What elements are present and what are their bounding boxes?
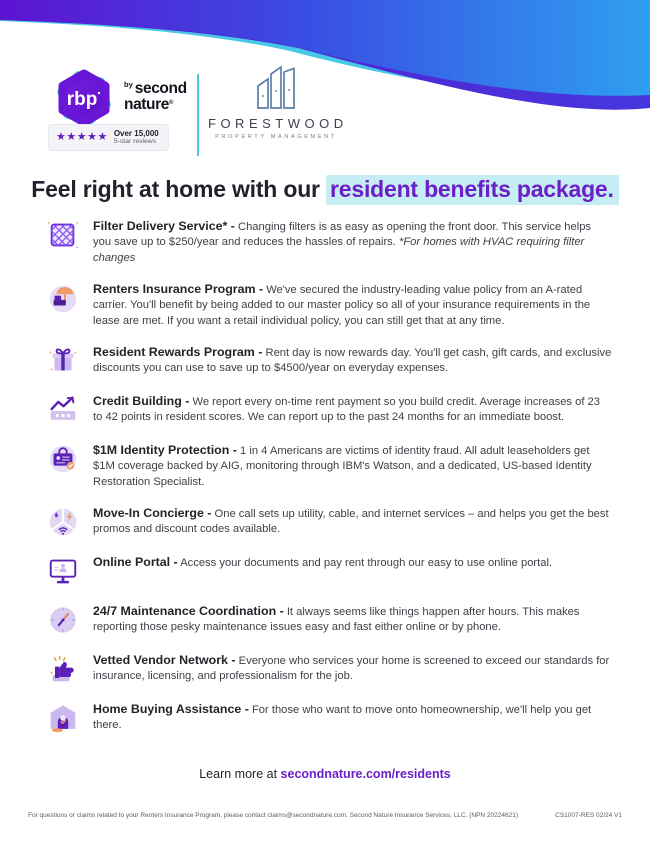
brand-word-nature: nature® <box>124 96 174 113</box>
learn-more-line <box>0 767 650 781</box>
benefit-text <box>93 218 612 266</box>
learn-more-link[interactable]: secondnature.com/residents <box>280 767 451 781</box>
fine-print-row <box>28 812 622 819</box>
second-nature-wordmark <box>124 78 187 112</box>
reviews-label: 5-star reviews <box>113 138 157 145</box>
benefit-item-home-buying <box>46 701 612 735</box>
gift-icon <box>46 344 80 378</box>
benefit-item-filter-delivery <box>46 218 612 266</box>
rbp-logo-icon <box>50 64 118 132</box>
benefit-item-move-in-concierge <box>46 505 612 539</box>
benefit-title: Renters Insurance Program - <box>93 282 264 297</box>
forestwood-buildings-icon <box>245 62 307 114</box>
five-stars-icon: ★★★★★ <box>56 131 108 143</box>
benefit-text <box>93 554 552 571</box>
brand-word-second: second <box>134 80 187 97</box>
svg-text:rbp: rbp <box>66 89 98 110</box>
benefit-body: We've secured the industry-leading value policy from an A-rated carrier. You'll benefit by being added to our master policy so all of your insurance requirements in the lease are met. If you want a retail individual policy, you can still get that at any time. <box>93 284 591 327</box>
benefit-item-online-portal <box>46 554 612 588</box>
credit-score-icon <box>46 393 80 427</box>
benefit-title: Resident Rewards Program - <box>93 345 263 360</box>
benefit-title: Filter Delivery Service* - <box>93 219 235 233</box>
benefit-text <box>93 505 612 538</box>
benefit-item-maintenance <box>46 603 612 637</box>
benefit-text <box>93 652 612 685</box>
benefit-title: Online Portal - <box>93 555 178 570</box>
benefit-text <box>93 281 612 329</box>
document-code: CS1007-RES 02/24 V1 <box>555 812 622 819</box>
filter-icon <box>46 218 80 252</box>
benefit-item-renters-insurance <box>46 281 612 329</box>
benefit-text <box>93 344 612 377</box>
benefits-list <box>46 218 612 735</box>
benefit-text <box>93 701 612 734</box>
reviews-badge <box>48 124 169 151</box>
benefit-item-identity-protection <box>46 442 612 490</box>
registered-mark: ® <box>168 100 174 106</box>
benefit-note: *For homes with HVAC requiring filter changes <box>93 236 585 264</box>
partner-subtitle: PROPERTY MANAGEMENT <box>215 134 337 140</box>
partner-name: FORESTWOOD <box>208 116 348 131</box>
learn-more-prefix: Learn more at <box>199 767 278 781</box>
clock-icon <box>46 603 80 637</box>
benefit-text <box>93 393 612 426</box>
page-title <box>0 176 650 203</box>
benefit-title: Vetted Vendor Network - <box>93 653 236 668</box>
benefit-body: 1 in 4 Americans are victims of identity fraud. All adult leaseholders get $1M coverage backed by AIG, monitoring through IBM's Watson, and a dedicated, US-based Identity Restoration Specialist. <box>93 445 592 488</box>
benefit-body: Access your documents and pay rent through our easy to use online portal. <box>180 557 553 570</box>
benefit-item-resident-rewards <box>46 344 612 378</box>
house-person-icon <box>46 701 80 735</box>
by-label: by <box>124 80 133 89</box>
benefit-body: For those who want to move onto homeownership, we'll help you get there. <box>93 704 592 732</box>
benefit-title: 24/7 Maintenance Coordination - <box>93 604 284 619</box>
benefit-body: Everyone who services your home is screened to exceed our standards for insurance, licensing, and professionalism for the job. <box>93 655 610 683</box>
benefit-item-vendor-network <box>46 652 612 686</box>
logo-divider <box>197 74 199 156</box>
benefit-title: Home Buying Assistance - <box>93 702 249 717</box>
benefit-text <box>93 442 612 490</box>
logo-row <box>0 62 650 162</box>
benefit-body: It always seems like things happen after hours. This makes reporting those pesky maintenance issues easy and fast either online or by phone. <box>93 606 580 634</box>
title-highlight: resident benefits package. <box>326 175 619 205</box>
id-lock-icon <box>46 442 80 476</box>
title-prefix: Feel right at home with our <box>31 176 320 202</box>
benefit-title: Credit Building - <box>93 394 190 409</box>
benefit-body: Rent day is now rewards day. You'll get cash, gift cards, and exclusive discounts you can use to save up to $4500/year on everyday expenses. <box>93 347 612 375</box>
thumbs-up-icon <box>46 652 80 686</box>
utilities-wheel-icon <box>46 505 80 539</box>
benefit-body: Changing filters is as easy as opening the front door. This service helps you save up to $250/year and reduces the hassles of repairs. <box>93 221 592 249</box>
partner-logo-block <box>208 62 348 140</box>
benefit-body: We report every on-time rent payment so you build credit. Average increases of 23 to 42 points in resident scores. We can report up to the past 24 months for an immediate boost. <box>93 396 601 424</box>
benefit-body: One call sets up utility, cable, and internet services – and helps you get the best promos and discount codes available. <box>93 508 609 536</box>
monitor-icon <box>46 554 80 588</box>
umbrella-couch-icon <box>46 281 80 315</box>
benefit-text <box>93 603 612 636</box>
reviews-count: Over 15,000 <box>113 129 159 138</box>
benefit-title: Move-In Concierge - <box>93 506 212 521</box>
benefit-item-credit-building <box>46 393 612 427</box>
benefit-title: $1M Identity Protection - <box>93 443 237 458</box>
insurance-disclaimer: For questions or claims related to your Renters Insurance Program, please contact claims@secondnature.com. Second Nature Insurance Services, LLC. (NPN 20224621) <box>28 812 519 819</box>
